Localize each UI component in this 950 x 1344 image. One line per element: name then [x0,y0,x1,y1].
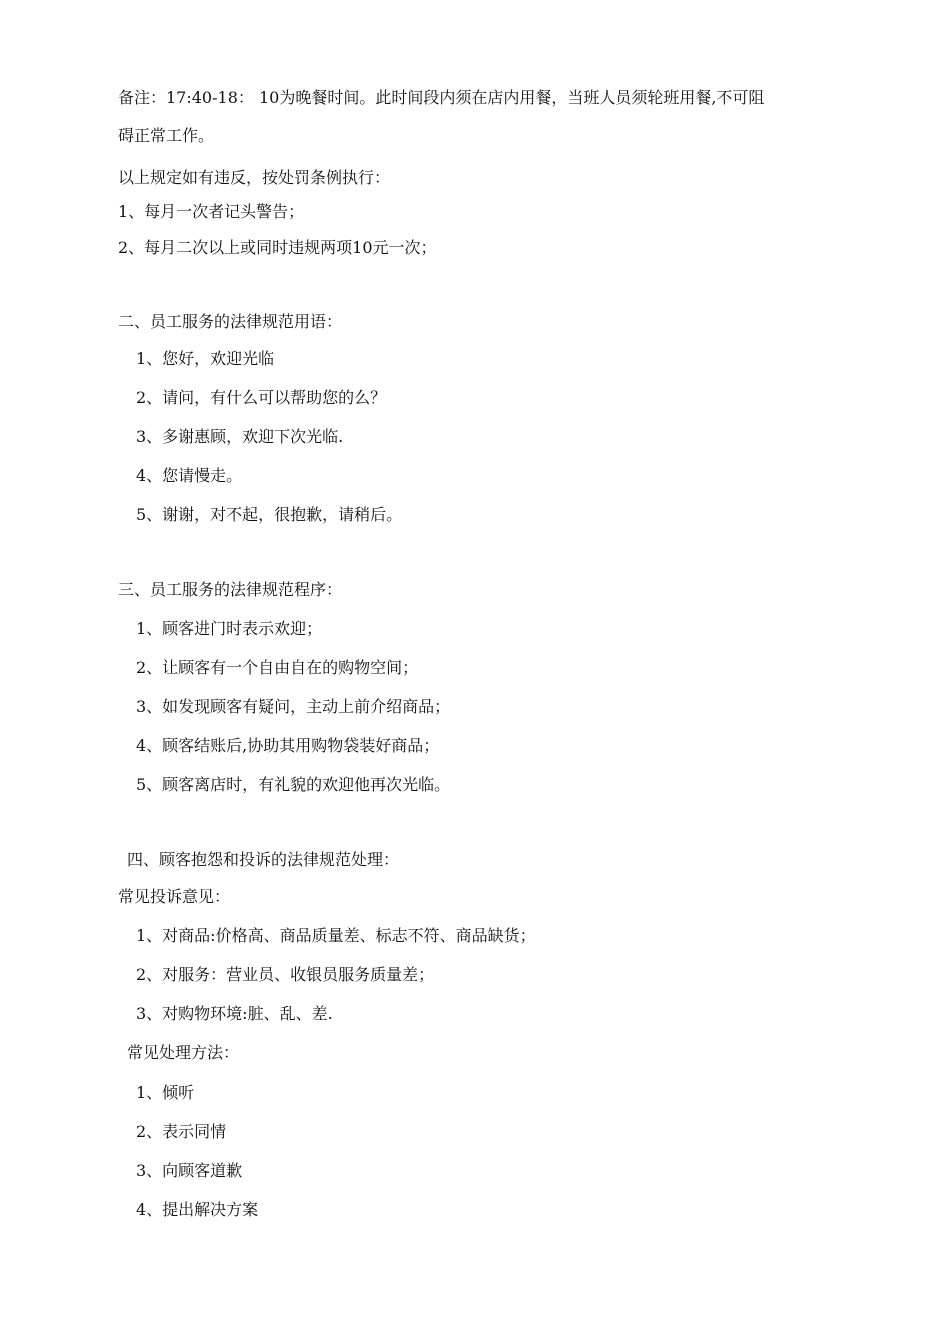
list-item: 1、对商品:价格高、商品质量差、标志不符、商品缺货； [136,926,536,945]
list-item: 3、多谢惠顾，欢迎下次光临. [136,427,344,446]
complaints-heading: 常见投诉意见： [118,887,231,906]
list-item: 2、让顾客有一个自由自在的购物空间； [136,658,419,677]
list-item: 1、倾听 [136,1083,195,1102]
list-item: 2、表示同情 [136,1122,227,1141]
methods-heading: 常见处理方法： [127,1043,240,1062]
list-item: 1、顾客进门时表示欢迎； [136,619,323,638]
list-item: 2、对服务：营业员、收银员服务质量差； [136,965,435,984]
list-item: 3、如发现顾客有疑问，主动上前介绍商品； [136,697,451,716]
penalty-item: 2、每月二次以上或同时违规两项10元一次； [118,238,437,257]
list-item: 5、顾客离店时，有礼貌的欢迎他再次光临。 [136,775,451,794]
section-4-heading: 四、顾客抱怨和投诉的法律规范处理： [127,850,400,869]
list-item: 2、请问，有什么可以帮助您的么？ [136,388,387,407]
penalty-intro: 以上规定如有违反，按处罚条例执行： [118,168,391,187]
section-2-heading: 二、员工服务的法律规范用语： [118,312,343,331]
list-item: 4、您请慢走。 [136,466,243,485]
note-line-1: 备注：17:40-18： 10为晚餐时间。此时间段内须在店内用餐，当班人员须轮班用餐,不可阻 [118,88,765,107]
list-item: 3、向顾客道歉 [136,1161,243,1180]
list-item: 5、谢谢，对不起，很抱歉，请稍后。 [136,505,403,524]
penalty-item: 1、每月一次者记头警告； [118,202,305,221]
list-item: 4、顾客结账后,协助其用购物袋装好商品； [136,736,440,755]
list-item: 1、您好，欢迎光临 [136,349,275,368]
section-3-heading: 三、员工服务的法律规范程序： [118,580,343,599]
note-line-2: 碍正常工作。 [118,126,215,145]
list-item: 3、对购物环境:脏、乱、差. [136,1004,333,1023]
list-item: 4、提出解决方案 [136,1200,259,1219]
